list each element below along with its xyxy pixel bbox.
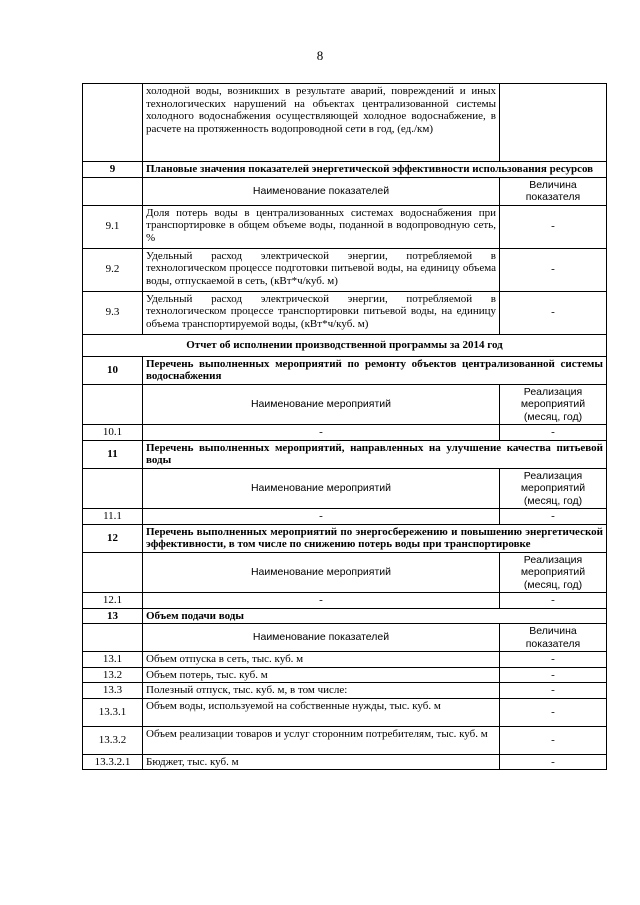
- table-row: [83, 425, 607, 441]
- report-title: Отчет об исполнении производственной программы за 2014 год: [83, 334, 607, 356]
- column-header-row: [83, 177, 607, 205]
- column-header-name: Наименование показателей: [143, 624, 500, 652]
- row-text: Полезный отпуск, тыс. куб. м, в том числе:: [143, 683, 500, 699]
- row-text: -: [143, 509, 500, 525]
- row-value: -: [500, 698, 607, 726]
- row-text: Объем отпуска в сеть, тыс. куб. м: [143, 652, 500, 668]
- section-number: 12: [83, 524, 143, 552]
- column-header-value: Величина показателя: [500, 624, 607, 652]
- column-header-value: Реализация мероприятий (месяц, год): [500, 552, 607, 593]
- column-header-row: [83, 552, 607, 593]
- table-row: [83, 291, 607, 334]
- row-number: 13.2: [83, 667, 143, 683]
- section-header-row: [83, 608, 607, 624]
- row-number: 13.1: [83, 652, 143, 668]
- section-header-row: [83, 162, 607, 178]
- row-text: Объем реализации товаров и услуг сторонним потребителям, тыс. куб. м: [143, 726, 500, 754]
- value-cell: [500, 84, 607, 162]
- row-number: 13.3.2: [83, 726, 143, 754]
- table-row: [83, 754, 607, 770]
- column-header-value: Реализация мероприятий (месяц, год): [500, 468, 607, 509]
- section-number: 11: [83, 440, 143, 468]
- column-header-row: [83, 468, 607, 509]
- column-header-name: Наименование показателей: [143, 177, 500, 205]
- table-row: [83, 205, 607, 248]
- column-header-name: Наименование мероприятий: [143, 468, 500, 509]
- row-text: -: [143, 425, 500, 441]
- column-header-name: Наименование мероприятий: [143, 384, 500, 425]
- row-value: -: [500, 205, 607, 248]
- section-header-row: [83, 356, 607, 384]
- row-number-cell: [83, 468, 143, 509]
- row-value: -: [500, 726, 607, 754]
- row-text: Доля потерь воды в централизованных системах водоснабжения при транспортировке в общем объеме воды, поданной в водопроводную сеть, %: [143, 205, 500, 248]
- row-number: 9.3: [83, 291, 143, 334]
- table-row: [83, 248, 607, 291]
- report-title-row: [83, 334, 607, 356]
- table-row: [83, 84, 607, 162]
- row-value: -: [500, 754, 607, 770]
- column-header-row: [83, 384, 607, 425]
- table-row: [83, 726, 607, 754]
- row-number-cell: [83, 552, 143, 593]
- row-value: -: [500, 652, 607, 668]
- section-header-row: [83, 524, 607, 552]
- column-header-value: Реализация мероприятий (месяц, год): [500, 384, 607, 425]
- section-title: Объем подачи воды: [143, 608, 607, 624]
- row-value: -: [500, 593, 607, 609]
- row-number: 11.1: [83, 509, 143, 525]
- row-value: -: [500, 667, 607, 683]
- section-number: 10: [83, 356, 143, 384]
- row-value: -: [500, 291, 607, 334]
- row-value: -: [500, 683, 607, 699]
- row-number-cell: [83, 177, 143, 205]
- row-number: 10.1: [83, 425, 143, 441]
- row-number-cell: [83, 384, 143, 425]
- row-number: 9.1: [83, 205, 143, 248]
- row-text: Объем потерь, тыс. куб. м: [143, 667, 500, 683]
- section-title: Перечень выполненных мероприятий по энергосбережению и повышению энергетической эффективности, в том числе по снижению потерь воды при транспортировке: [143, 524, 607, 552]
- page-number: 8: [316, 48, 324, 63]
- section-title: Плановые значения показателей энергетической эффективности использования ресурсов: [143, 162, 607, 178]
- table-row: [83, 667, 607, 683]
- row-text: Бюджет, тыс. куб. м: [143, 754, 500, 770]
- report-table: [82, 83, 607, 770]
- table-row: [83, 593, 607, 609]
- row-value: -: [500, 509, 607, 525]
- row-number: 9.2: [83, 248, 143, 291]
- row-number: 13.3.2.1: [83, 754, 143, 770]
- section-title: Перечень выполненных мероприятий, направленных на улучшение качества питьевой воды: [143, 440, 607, 468]
- row-text: Удельный расход электрической энергии, потребляемой в технологическом процессе подготовки питьевой воды, на единицу объема воды, отпускаемой в сеть, (кВт*ч/куб. м): [143, 248, 500, 291]
- row-value: -: [500, 248, 607, 291]
- section-number: 9: [83, 162, 143, 178]
- table-row: [83, 698, 607, 726]
- row-text: Объем воды, используемой на собственные нужды, тыс. куб. м: [143, 698, 500, 726]
- table-row: [83, 683, 607, 699]
- column-header-name: Наименование мероприятий: [143, 552, 500, 593]
- row-number: 13.3: [83, 683, 143, 699]
- column-header-row: [83, 624, 607, 652]
- row-number-cell: [83, 624, 143, 652]
- table-row: [83, 652, 607, 668]
- row-value: -: [500, 425, 607, 441]
- row-text: -: [143, 593, 500, 609]
- row-number-cell: [83, 84, 143, 162]
- section-title: Перечень выполненных мероприятий по ремонту объектов централизованной системы водоснабжения: [143, 356, 607, 384]
- column-header-value: Величина показателя: [500, 177, 607, 205]
- row-number: 13.3.1: [83, 698, 143, 726]
- table-row: [83, 509, 607, 525]
- section-header-row: [83, 440, 607, 468]
- continuation-text: холодной воды, возникших в результате аварий, повреждений и иных технологических нарушений на объектах централизованной системы холодного водоснабжения осуществляющей холодное водоснабжение, в расчете на протяженность водопроводной сети в год, (ед./км): [143, 84, 500, 162]
- row-number: 12.1: [83, 593, 143, 609]
- section-number: 13: [83, 608, 143, 624]
- row-text: Удельный расход электрической энергии, потребляемой в технологическом процессе транспортировки питьевой воды, на единицу объема транспортируемой воды, (кВт*ч/куб. м): [143, 291, 500, 334]
